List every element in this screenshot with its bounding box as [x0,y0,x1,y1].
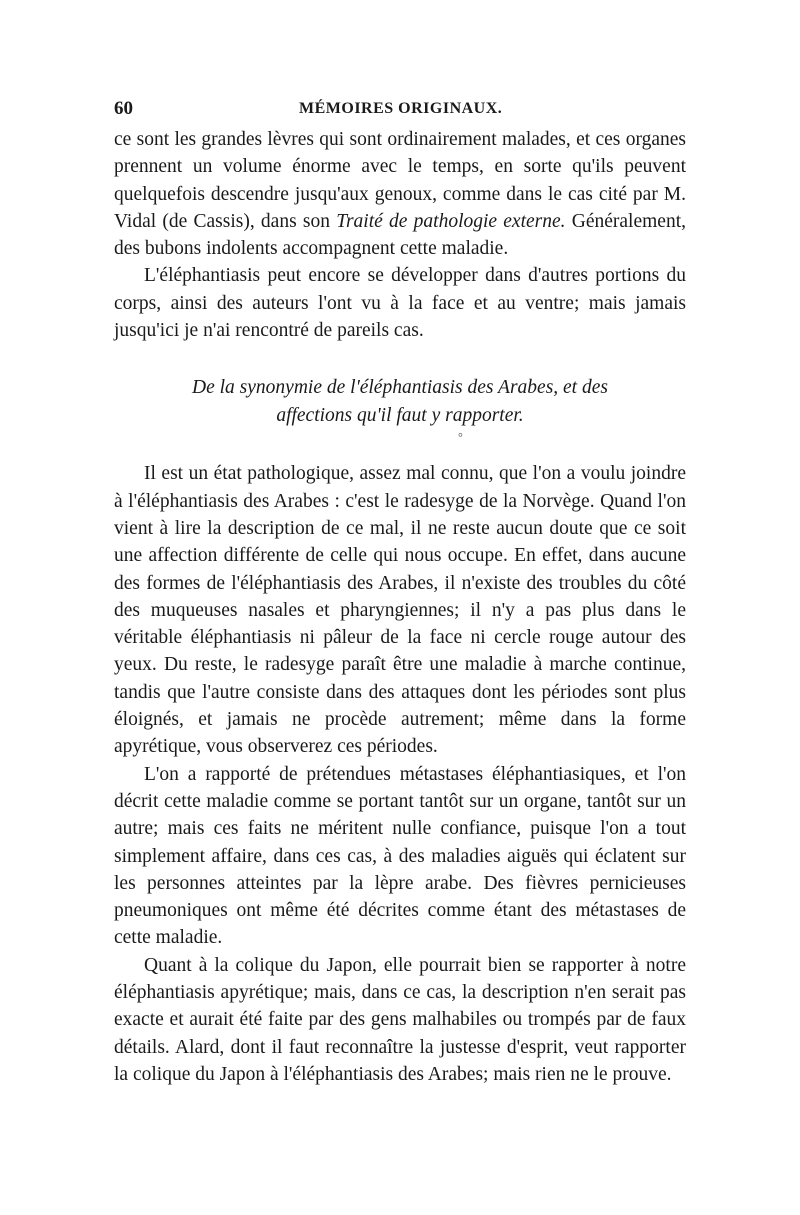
paragraph-continued [114,126,686,262]
section-heading [114,374,686,444]
page-number: 60 [114,98,133,119]
paragraph-text: ce sont les grandes lèvres qui sont ordinairement malades, et ces organes prennent un volume énorme avec le temps, en sorte qu'ils peuvent quelquefois descendre jusqu'aux genoux, comme dans le cas cité par M. Vidal (de Cassis), dans son [114,129,686,232]
book-page [114,92,686,1088]
paragraph-text: Généralement, des bubons indolents accompagnent cette maladie. [114,210,686,260]
running-title: MÉMOIRES ORIGINAUX. [299,100,503,117]
paragraph: Quant à la colique du Japon, elle pourrait bien se rapporter à notre éléphantiasis apyrétique; mais, dans ce cas, la description n'en serait pas exacte et aurait été faite par des gens malhabiles ou trompés par de faux détails. Alard, dont il faut reconnaître la justesse d'esprit, veut rapporter la colique du Japon à l'éléphantiasis des Arabes; mais rien ne le prouve. [114,954,686,1085]
paragraph: L'on a rapporté de prétendues métastases éléphantiasiques, et l'on décrit cette maladie comme se portant tantôt sur un organe, tantôt sur un autre; mais ces faits ne méritent nulle confiance, puisque l'on a tout simplement affaire, dans ces cas, à des maladies aiguës qui éclatent sur les personnes atteintes par la lèpre arabe. Des fièvres pernicieuses pneumoniques ont même été décrites comme étant des métastases de cette maladie. [114,763,686,949]
running-head [114,92,686,126]
paragraph: L'éléphantiasis peut encore se développer dans d'autres portions du corps, ainsi des auteurs l'ont vu à la face et au ventre; mais jamais jusqu'ici je n'ai rencontré de pareils cas. [114,265,686,342]
cited-work-title: Traité de pathologie externe. [336,210,566,232]
paragraph: Il est un état pathologique, assez mal connu, que l'on a voulu joindre à l'éléphantiasis des Arabes : c'est le radesyge de la Norvège. Quand l'on vient à lire la description de ce mal, il ne reste aucun doute que ce soit une affection différente de celle qui nous occupe. En effet, dans aucune des formes de l'éléphantiasis des Arabes, il n'existe des troubles du côté des muqueuses nasales et pharyngiennes; il n'y a pas plus dans le véritable éléphantiasis ni pâleur de la face ni cercle rouge autour des yeux. Du reste, le radesyge paraît être une maladie à marche continue, tandis que l'autre consiste dans des attaques dont les périodes sont plus éloignés, et jamais ne procède autrement; même dans la forme apyrétique, vous observerez ces périodes. [114,463,686,758]
section-heading-line: De la synonymie de l'éléphantiasis des Arabes, et des [192,377,608,399]
section-ornament: ° [457,430,463,445]
section-heading-line: affections qu'il faut y rapporter. [276,405,524,427]
